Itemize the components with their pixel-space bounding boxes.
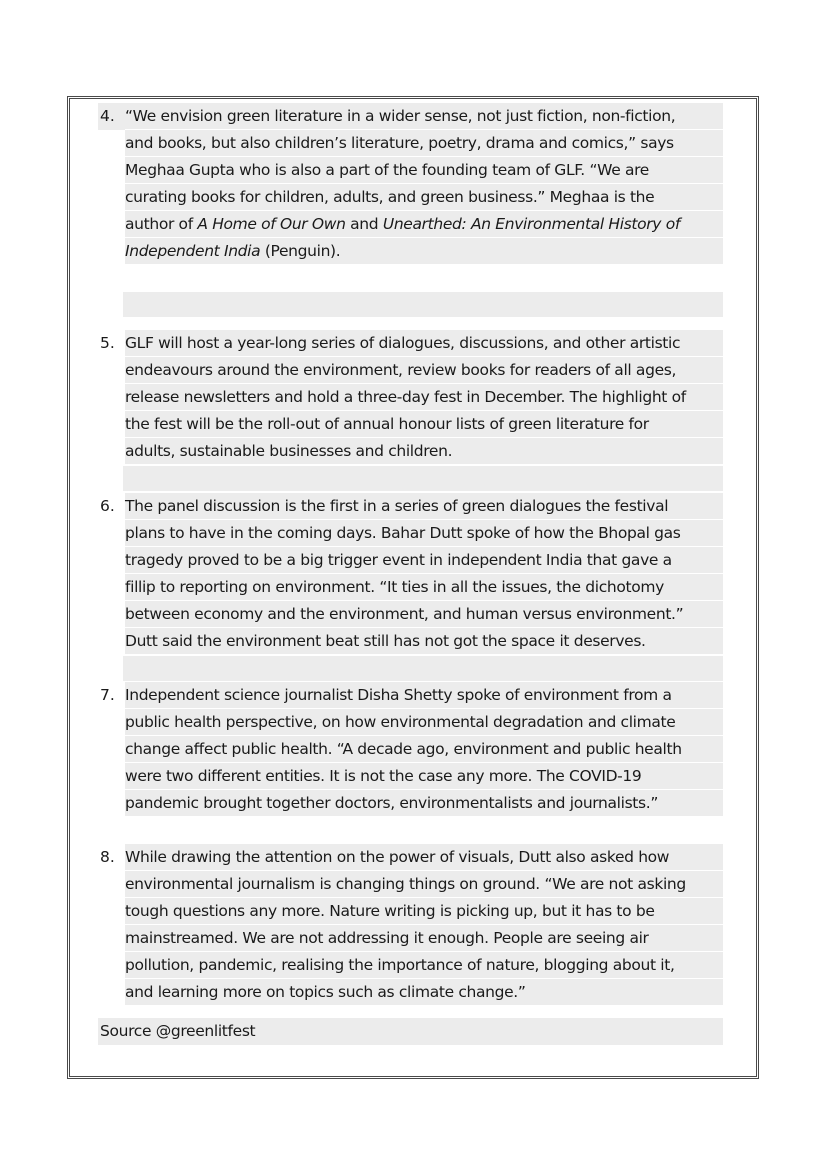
list-item	[98, 103, 723, 265]
list-number: 4.	[98, 103, 125, 130]
text-line: and books, but also children’s literature, poetry, drama and comics,” says	[125, 130, 723, 157]
text-line: plans to have in the coming days. Bahar Dutt spoke of how the Bhopal gas	[125, 520, 723, 547]
text-line: and learning more on topics such as climate change.”	[125, 979, 723, 1006]
text-line: between economy and the environment, and human versus environment.”	[125, 601, 723, 628]
text-line: adults, sustainable businesses and children.	[125, 438, 723, 465]
italic-title: Unearthed: An Environmental History of	[382, 215, 680, 233]
shaded-blank-line	[123, 292, 723, 317]
list-item	[98, 330, 723, 465]
text-line: pollution, pandemic, realising the importance of nature, blogging about it,	[125, 952, 723, 979]
list-item-text	[125, 103, 723, 265]
text-line: change affect public health. “A decade ago, environment and public health	[125, 736, 723, 763]
text-line: “We envision green literature in a wider sense, not just fiction, non-fiction,	[125, 103, 723, 130]
list-number: 5.	[100, 334, 115, 352]
text-line: environmental journalism is changing things on ground. “We are not asking	[125, 871, 723, 898]
text-line: While drawing the attention on the power of visuals, Dutt also asked how	[125, 844, 723, 871]
text-line: The panel discussion is the first in a series of green dialogues the festival	[125, 493, 723, 520]
list-item-text	[125, 493, 723, 655]
text-line: author of A Home of Our Own and Unearthed: An Environmental History of	[125, 211, 723, 238]
list-item	[98, 682, 723, 817]
shaded-blank-line	[123, 656, 723, 681]
blank-line	[98, 265, 723, 292]
shaded-blank-line	[123, 466, 723, 491]
italic-title: A Home of Our Own	[197, 215, 346, 233]
text-line: curating books for children, adults, and green business.” Meghaa is the	[125, 184, 723, 211]
blank-line	[98, 817, 723, 844]
text-line: fillip to reporting on environment. “It ties in all the issues, the dichotomy	[125, 574, 723, 601]
list-item-text	[125, 844, 723, 1006]
list-number: 7.	[100, 686, 115, 704]
numbered-list	[98, 103, 723, 1045]
list-number: 6.	[100, 497, 115, 515]
text-line: endeavours around the environment, review books for readers of all ages,	[125, 357, 723, 384]
text-line: Meghaa Gupta who is also a part of the founding team of GLF. “We are	[125, 157, 723, 184]
list-item	[98, 493, 723, 655]
text-line: GLF will host a year-long series of dialogues, discussions, and other artistic	[125, 330, 723, 357]
text-line: public health perspective, on how environmental degradation and climate	[125, 709, 723, 736]
text-line: mainstreamed. We are not addressing it enough. People are seeing air	[125, 925, 723, 952]
italic-title: Independent India	[125, 242, 261, 260]
text-line: the fest will be the roll-out of annual honour lists of green literature for	[125, 411, 723, 438]
text-line: Independent science journalist Disha Shetty spoke of environment from a	[125, 682, 723, 709]
text-line: Dutt said the environment beat still has not got the space it deserves.	[125, 628, 723, 655]
source-credit: Source @greenlitfest	[98, 1018, 723, 1045]
text-line: release newsletters and hold a three-day fest in December. The highlight of	[125, 384, 723, 411]
list-item-text	[125, 330, 723, 465]
text-line: tough questions any more. Nature writing is picking up, but it has to be	[125, 898, 723, 925]
text-line: tragedy proved to be a big trigger event in independent India that gave a	[125, 547, 723, 574]
text-line: Independent India (Penguin).	[125, 238, 723, 265]
blank-line	[98, 1006, 723, 1018]
blank-line	[98, 317, 723, 330]
list-item-text	[125, 682, 723, 817]
text-line: pandemic brought together doctors, environmentalists and journalists.”	[125, 790, 723, 817]
list-item	[98, 844, 723, 1006]
list-number: 8.	[100, 848, 115, 866]
text-line: were two different entities. It is not the case any more. The COVID-19	[125, 763, 723, 790]
